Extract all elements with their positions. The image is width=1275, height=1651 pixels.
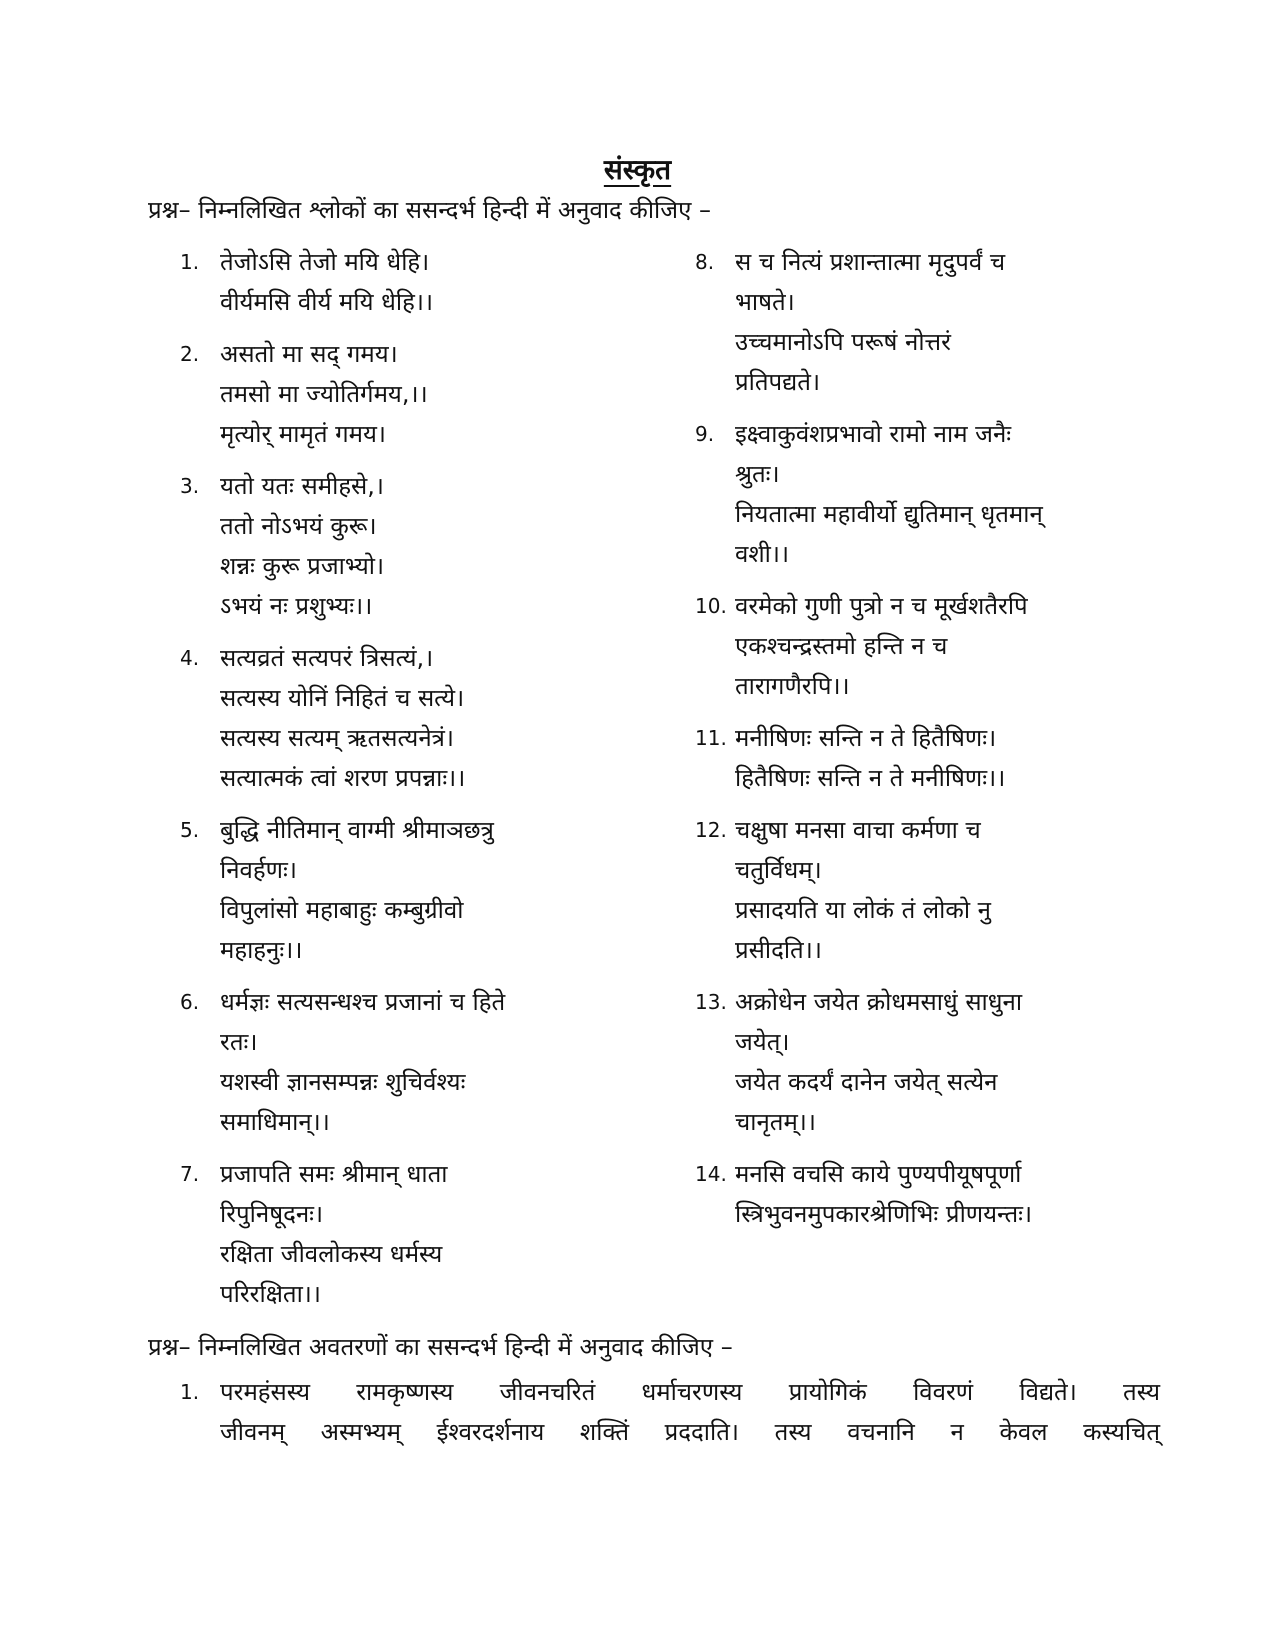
shloka-line: परिरक्षिता।। <box>220 1280 321 1308</box>
shloka-line: असतो मा सद् गमय। <box>220 340 398 368</box>
shloka-line: सत्यस्य योनिं निहितं च सत्ये। <box>220 684 465 712</box>
shloka-line: जयेत कदर्यं दानेन जयेत् सत्येन <box>735 1068 998 1096</box>
shloka-item <box>695 982 1215 1142</box>
shloka-line: हितैषिणः सन्ति न ते मनीषिणः।। <box>735 764 1006 792</box>
shloka-number: 14. <box>695 1162 727 1186</box>
shloka-number: 1. <box>180 250 200 274</box>
shloka-line: रिपुनिषूदनः। <box>220 1200 324 1228</box>
shloka-line: निवर्हणः। <box>220 856 297 884</box>
shloka-item <box>695 242 1215 402</box>
shloka-number: 8. <box>695 250 715 274</box>
shloka-item <box>180 1154 700 1314</box>
shloka-line: रतः। <box>220 1028 258 1056</box>
shloka-line: ततो नोऽभयं कुरू। <box>220 512 377 540</box>
page-title: संस्कृत <box>603 153 672 186</box>
shloka-number: 9. <box>695 422 715 446</box>
shloka-item <box>180 982 700 1142</box>
shloka-line: स्त्रिभुवनमुपकारश्रेणिभिः प्रीणयन्तः। <box>735 1200 1033 1228</box>
shloka-item <box>180 638 700 798</box>
shloka-number: 2. <box>180 342 200 366</box>
shloka-line: तेजोऽसि तेजो मयि धेहि। <box>220 248 430 276</box>
shloka-number: 13. <box>695 990 727 1014</box>
shloka-number: 6. <box>180 990 200 1014</box>
shloka-line: सत्यात्मकं त्वां शरण प्रपन्नाः।। <box>220 764 466 792</box>
shloka-line: प्रसीदति।। <box>735 936 822 964</box>
shloka-list-right <box>695 242 1215 1246</box>
shloka-item <box>695 810 1215 970</box>
shloka-item <box>180 466 700 626</box>
shloka-line: विपुलांसो महाबाहुः कम्बुग्रीवो <box>220 896 464 924</box>
shloka-line: प्रसादयति या लोकं तं लोको नु <box>735 896 991 924</box>
question-2-heading: प्रश्न– निम्नलिखित अवतरणों का ससन्दर्भ हिन्दी में अनुवाद कीजिए – <box>148 1333 733 1361</box>
shloka-item <box>695 1154 1215 1234</box>
shloka-line: रक्षिता जीवलोकस्य धर्मस्य <box>220 1240 443 1268</box>
passage-number: 1. <box>180 1380 200 1404</box>
shloka-line: समाधिमान्।। <box>220 1108 330 1136</box>
shloka-line: स च नित्यं प्रशान्तात्मा मृदुपर्वं च <box>735 248 1006 276</box>
shloka-line: चतुर्विधम्। <box>735 856 822 884</box>
shloka-line: सत्यस्य सत्यम् ऋतसत्यनेत्रं। <box>220 724 454 752</box>
shloka-line: यशस्वी ज्ञानसम्पन्नः शुचिर्वश्यः <box>220 1068 466 1096</box>
question-1-heading: प्रश्न– निम्नलिखित श्लोकों का ससन्दर्भ हिन्दी में अनुवाद कीजिए – <box>148 196 711 224</box>
shloka-line: बुद्धि नीतिमान् वाग्मी श्रीमाञछत्रु <box>220 816 494 844</box>
shloka-list-left <box>180 242 700 1326</box>
shloka-line: वशी।। <box>735 540 790 568</box>
shloka-line: एकश्चन्द्रस्तमो हन्ति न च <box>735 632 948 660</box>
shloka-line: सत्यव्रतं सत्यपरं त्रिसत्यं,। <box>220 644 434 672</box>
shloka-line: महाहनुः।। <box>220 936 303 964</box>
shloka-line: प्रजापति समः श्रीमान् धाता <box>220 1160 448 1188</box>
shloka-line: शन्नः कुरू प्रजाभ्यो। <box>220 552 385 580</box>
shloka-item <box>695 586 1215 706</box>
shloka-item <box>695 718 1215 798</box>
shloka-line: अक्रोधेन जयेत क्रोधमसाधुं साधुना <box>735 988 1023 1016</box>
shloka-line: मनीषिणः सन्ति न ते हितैषिणः। <box>735 724 997 752</box>
shloka-line: तारागणैरपि।। <box>735 672 850 700</box>
shloka-item <box>180 334 700 454</box>
shloka-number: 4. <box>180 646 200 670</box>
shloka-line: धर्मज्ञः सत्यसन्धश्च प्रजानां च हिते <box>220 988 506 1016</box>
shloka-line: तमसो मा ज्योतिर्गमय,।। <box>220 380 428 408</box>
shloka-line: मनसि वचसि काये पुण्यपीयूषपूर्णा <box>735 1160 1022 1188</box>
shloka-line: प्रतिपद्यते। <box>735 368 821 396</box>
shloka-number: 12. <box>695 818 727 842</box>
shloka-number: 11. <box>695 726 727 750</box>
shloka-line: इक्ष्वाकुवंशप्रभावो रामो नाम जनैः <box>735 420 1012 448</box>
shloka-line: वरमेको गुणी पुत्रो न च मूर्खशतैरपि <box>735 592 1028 620</box>
shloka-line: ऽभयं नः प्रशुभ्यः।। <box>220 592 373 620</box>
shloka-line: नियतात्मा महावीर्यो द्युतिमान् धृतमान् <box>735 500 1043 528</box>
passage-line: जीवनम् अस्मभ्यम् ईश्वरदर्शनाय शक्तिं प्रददाति। तस्य वचनानि न केवल कस्यचित् <box>220 1418 1160 1446</box>
shloka-line: श्रुतः। <box>735 460 780 488</box>
passage-line: परमहंसस्य रामकृष्णस्य जीवनचरितं धर्माचरणस्य प्रायोगिकं विवरणं विद्यते। तस्य <box>220 1378 1160 1406</box>
shloka-number: 10. <box>695 594 727 618</box>
shloka-line: चानृतम्।। <box>735 1108 816 1136</box>
shloka-item <box>695 414 1215 574</box>
shloka-number: 3. <box>180 474 200 498</box>
shloka-line: यतो यतः समीहसे,। <box>220 472 385 500</box>
shloka-line: चक्षुषा मनसा वाचा कर्मणा च <box>735 816 981 844</box>
shloka-item <box>180 810 700 970</box>
shloka-line: उच्चमानोऽपि परूषं नोत्तरं <box>735 328 951 356</box>
shloka-number: 5. <box>180 818 200 842</box>
shloka-line: जयेत्। <box>735 1028 790 1056</box>
shloka-number: 7. <box>180 1162 200 1186</box>
passage-item <box>180 1372 1160 1452</box>
shloka-item <box>180 242 700 322</box>
shloka-line: वीर्यमसि वीर्य मयि धेहि।। <box>220 288 434 316</box>
shloka-line: मृत्योर् मामृतं गमय। <box>220 420 387 448</box>
shloka-line: भाषते। <box>735 288 795 316</box>
